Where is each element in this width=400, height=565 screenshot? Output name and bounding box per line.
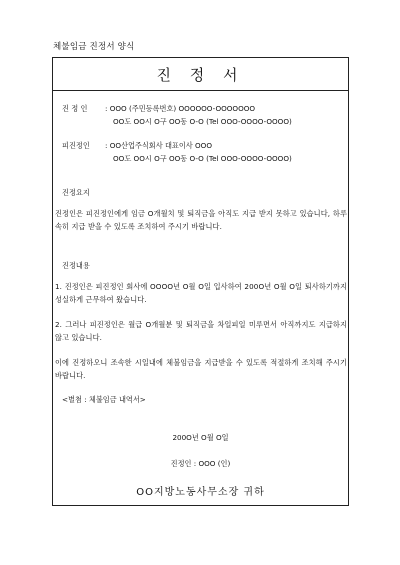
petitioner-label: 진 정 인	[62, 104, 88, 113]
summary-heading: 진정요지	[62, 188, 90, 197]
petitioner-id-line: : OOO (주민등록번호) OOOOOO-OOOOOOO	[105, 104, 256, 113]
attachment-note: <별첨 : 체불임금 내역서>	[62, 395, 146, 404]
document-title: 진 정 서	[156, 65, 245, 84]
respondent-address-line: OO도 OO시 O구 OO동 O-O (Tel OOO-OOOO-OOOO)	[113, 154, 292, 163]
content-closing: 이에 진정하오니 조속한 시일내에 체불임금을 지급받을 수 있도록 적절하게 조치해 주시기 바랍니다.	[55, 358, 347, 380]
petition-date: 200O년 O월 O일	[172, 433, 229, 442]
respondent-label: 피진정인	[62, 141, 90, 150]
summary-text: 진정인은 피진정인에게 임금 O개월치 및 퇴직금을 아직도 지급 받지 못하고 있습니다, 하루 속히 지급 받을 수 있도록 조치하여 주시기 바랍니다.	[55, 209, 347, 231]
signature-line: 진정인 : OOO (인)	[170, 459, 231, 468]
respondent-company-line: : OO산업주식회사 대표이사 OOO	[105, 141, 212, 150]
content-item-2: 2. 그러나 피진정인은 월급 O개월분 및 퇴직금을 차일피일 미루면서 아직까지도 지급하지 않고 있습니다.	[55, 320, 347, 342]
petitioner-address-line: OO도 OO시 O구 OO동 O-O (Tel OOO-OOOO-OOOO)	[113, 117, 292, 126]
title-bar	[53, 58, 348, 91]
content-item-1: 1. 진정인은 피진정인 회사에 OOOO년 O월 O일 입사하여 200O년 O월 O일 퇴사하기까지 성실하게 근무하여 왔습니다.	[55, 282, 347, 304]
addressee: OO지방노동사무소장 귀하	[136, 487, 265, 498]
petition-document	[52, 57, 349, 506]
content-heading: 진정내용	[62, 261, 90, 270]
form-caption: 체불임금 진정서 양식	[53, 42, 135, 52]
